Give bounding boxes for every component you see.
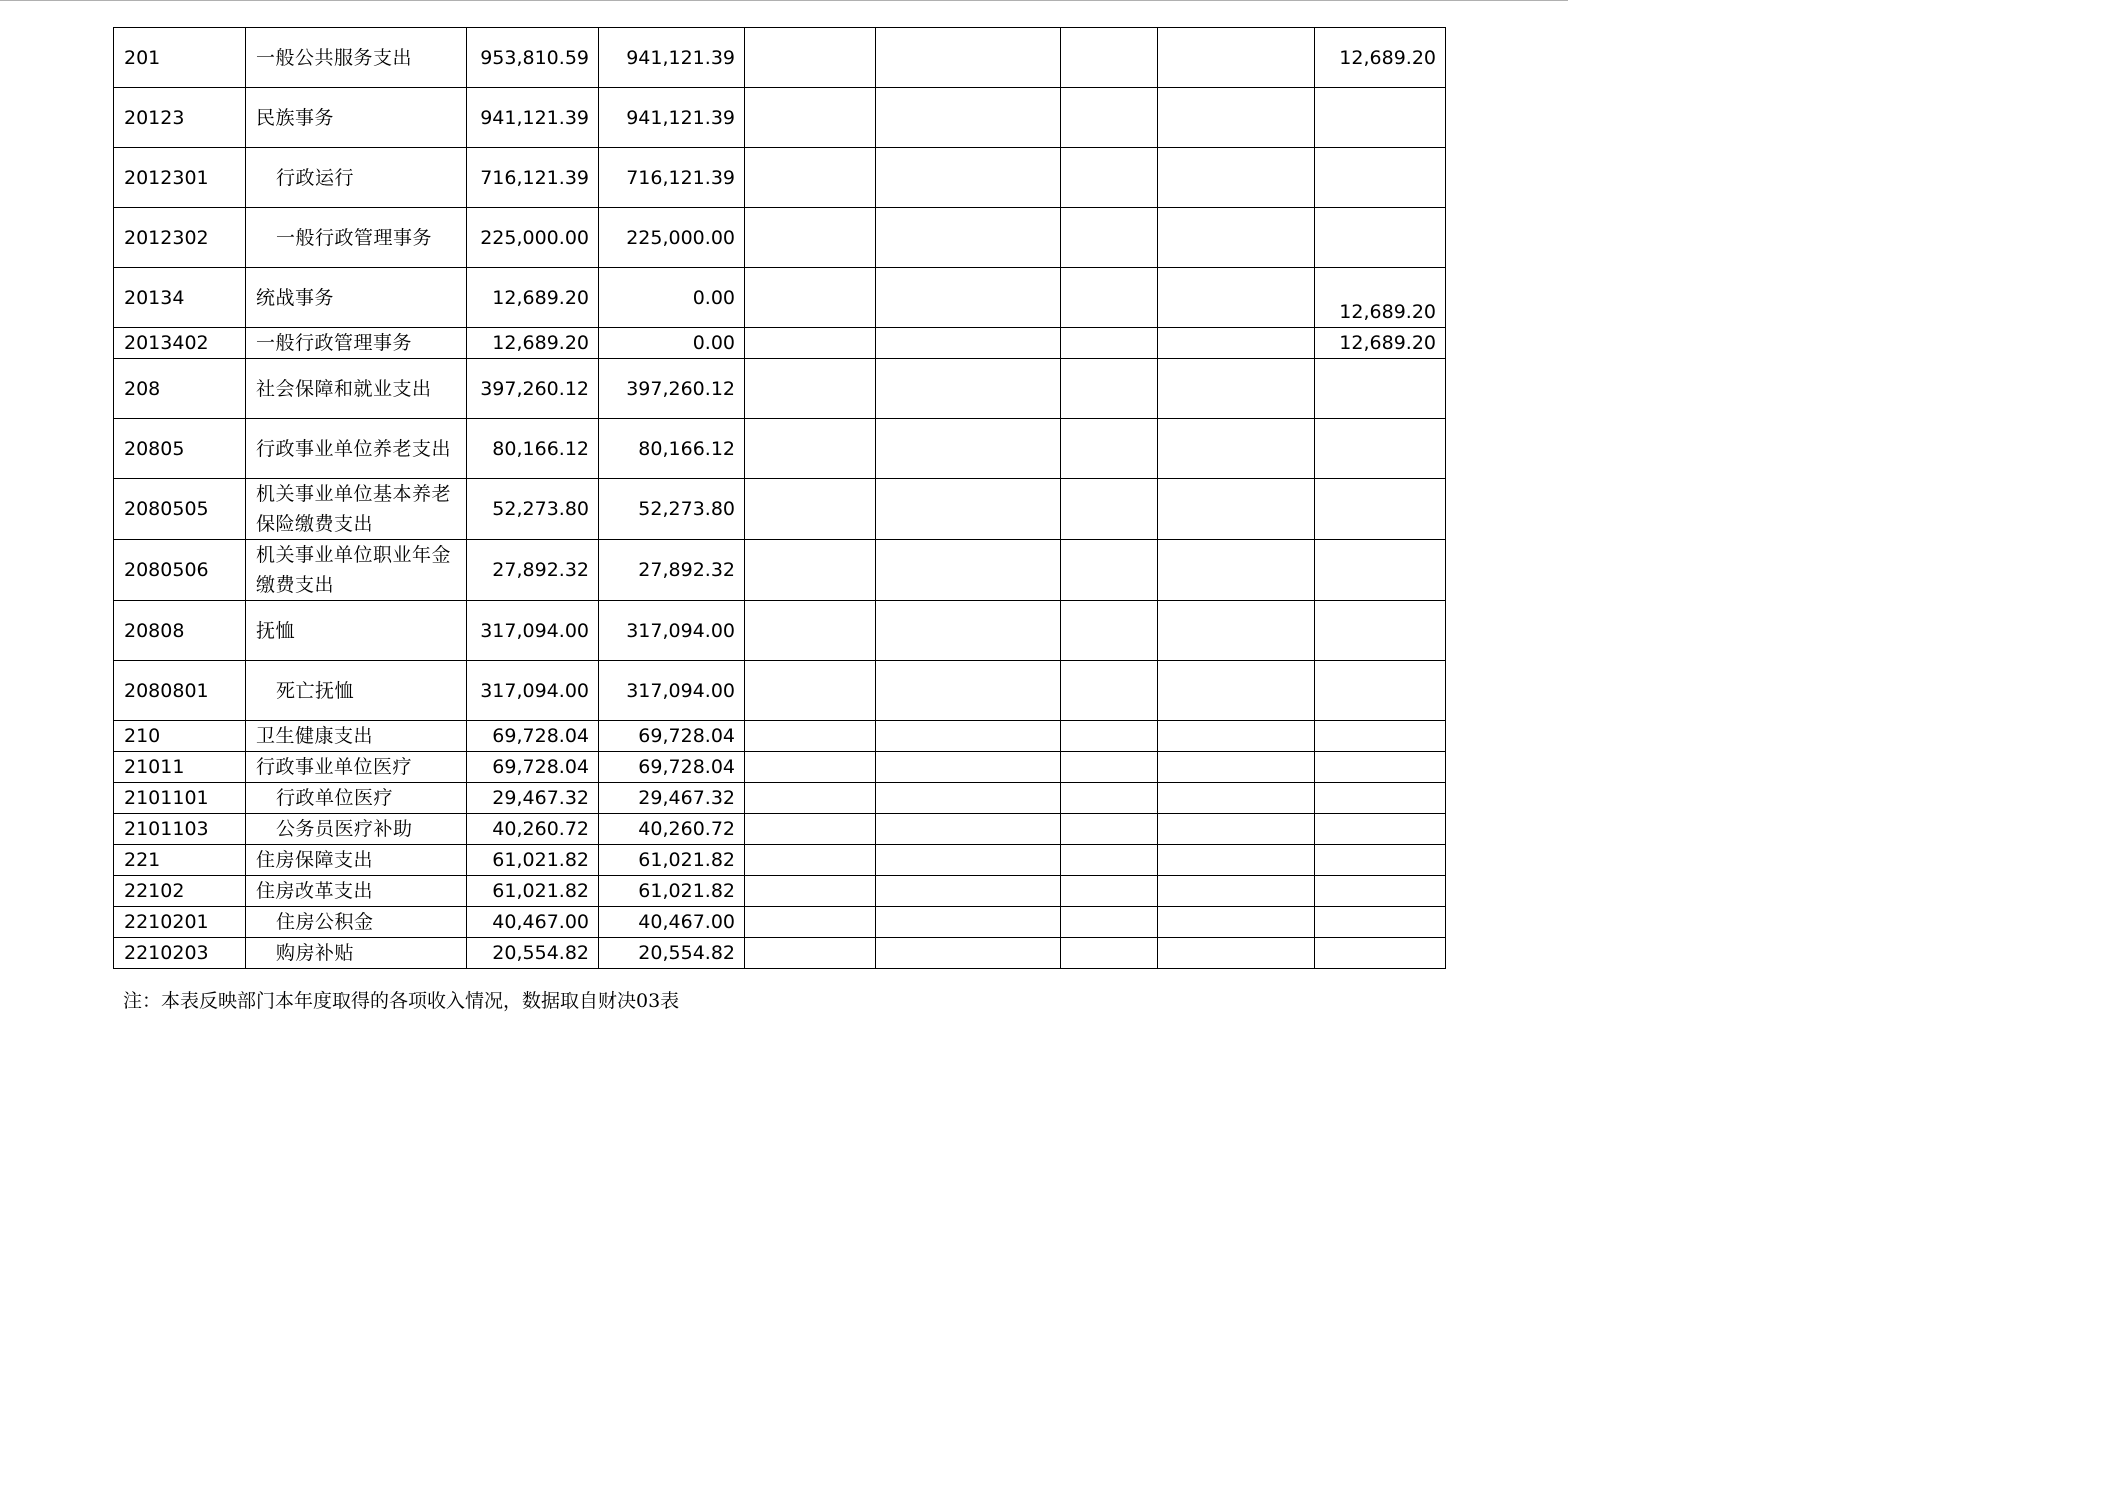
other-amount-cell: 12,689.20 xyxy=(1315,328,1446,359)
total-amount-cell: 953,810.59 xyxy=(467,28,599,88)
other-amount-cell xyxy=(1315,601,1446,661)
empty-cell xyxy=(1061,845,1158,876)
empty-cell xyxy=(745,479,876,540)
table-row xyxy=(114,88,1446,148)
table-row xyxy=(114,148,1446,208)
table-row xyxy=(114,601,1446,661)
empty-cell xyxy=(745,721,876,752)
table-row xyxy=(114,268,1446,328)
total-amount-cell: 61,021.82 xyxy=(467,876,599,907)
empty-cell xyxy=(1061,479,1158,540)
empty-cell xyxy=(1158,661,1315,721)
subject-name-cell: 住房改革支出 xyxy=(246,876,467,907)
basic-expenditure-cell: 225,000.00 xyxy=(599,208,745,268)
empty-cell xyxy=(876,938,1061,969)
subject-code-cell: 2101101 xyxy=(114,783,246,814)
table-row xyxy=(114,876,1446,907)
empty-cell xyxy=(1158,540,1315,601)
basic-expenditure-cell: 40,260.72 xyxy=(599,814,745,845)
total-amount-cell: 80,166.12 xyxy=(467,419,599,479)
empty-cell xyxy=(876,328,1061,359)
empty-cell xyxy=(1061,540,1158,601)
total-amount-cell: 20,554.82 xyxy=(467,938,599,969)
subject-code-cell: 22102 xyxy=(114,876,246,907)
empty-cell xyxy=(1158,876,1315,907)
empty-cell xyxy=(1061,721,1158,752)
subject-name-cell: 一般行政管理事务 xyxy=(246,328,467,359)
empty-cell xyxy=(876,268,1061,328)
empty-cell xyxy=(1158,907,1315,938)
empty-cell xyxy=(1158,845,1315,876)
empty-cell xyxy=(1158,88,1315,148)
subject-name-cell: 行政单位医疗 xyxy=(246,783,467,814)
basic-expenditure-cell: 397,260.12 xyxy=(599,359,745,419)
subject-name-cell: 机关事业单位基本养老保险缴费支出 xyxy=(246,479,467,540)
basic-expenditure-cell: 716,121.39 xyxy=(599,148,745,208)
empty-cell xyxy=(876,28,1061,88)
other-amount-cell xyxy=(1315,876,1446,907)
empty-cell xyxy=(1061,328,1158,359)
empty-cell xyxy=(876,148,1061,208)
empty-cell xyxy=(745,359,876,419)
basic-expenditure-cell: 69,728.04 xyxy=(599,721,745,752)
subject-code-cell: 221 xyxy=(114,845,246,876)
table-row xyxy=(114,721,1446,752)
subject-name-cell: 抚恤 xyxy=(246,601,467,661)
subject-code-cell: 21011 xyxy=(114,752,246,783)
empty-cell xyxy=(745,540,876,601)
empty-cell xyxy=(745,419,876,479)
total-amount-cell: 317,094.00 xyxy=(467,661,599,721)
table-row xyxy=(114,845,1446,876)
table-row xyxy=(114,28,1446,88)
other-amount-cell xyxy=(1315,208,1446,268)
empty-cell xyxy=(1061,814,1158,845)
other-amount-cell xyxy=(1315,661,1446,721)
empty-cell xyxy=(1158,814,1315,845)
basic-expenditure-cell: 61,021.82 xyxy=(599,876,745,907)
empty-cell xyxy=(876,876,1061,907)
empty-cell xyxy=(876,601,1061,661)
subject-code-cell: 20134 xyxy=(114,268,246,328)
other-amount-cell xyxy=(1315,148,1446,208)
other-amount-cell xyxy=(1315,721,1446,752)
empty-cell xyxy=(1061,601,1158,661)
page-top-border xyxy=(0,0,1568,1)
subject-code-cell: 2210201 xyxy=(114,907,246,938)
empty-cell xyxy=(1061,148,1158,208)
other-amount-cell xyxy=(1315,845,1446,876)
subject-name-cell: 死亡抚恤 xyxy=(246,661,467,721)
other-amount-cell xyxy=(1315,814,1446,845)
empty-cell xyxy=(1061,28,1158,88)
basic-expenditure-cell: 40,467.00 xyxy=(599,907,745,938)
empty-cell xyxy=(745,876,876,907)
subject-code-cell: 2080505 xyxy=(114,479,246,540)
empty-cell xyxy=(1158,359,1315,419)
subject-name-cell: 公务员医疗补助 xyxy=(246,814,467,845)
empty-cell xyxy=(876,208,1061,268)
other-amount-cell xyxy=(1315,88,1446,148)
total-amount-cell: 225,000.00 xyxy=(467,208,599,268)
subject-name-cell: 统战事务 xyxy=(246,268,467,328)
empty-cell xyxy=(1061,359,1158,419)
total-amount-cell: 941,121.39 xyxy=(467,88,599,148)
subject-name-cell: 行政运行 xyxy=(246,148,467,208)
total-amount-cell: 716,121.39 xyxy=(467,148,599,208)
empty-cell xyxy=(876,845,1061,876)
empty-cell xyxy=(745,783,876,814)
basic-expenditure-cell: 0.00 xyxy=(599,268,745,328)
subject-code-cell: 2013402 xyxy=(114,328,246,359)
table-row xyxy=(114,419,1446,479)
subject-code-cell: 208 xyxy=(114,359,246,419)
subject-code-cell: 2012301 xyxy=(114,148,246,208)
total-amount-cell: 12,689.20 xyxy=(467,328,599,359)
empty-cell xyxy=(876,661,1061,721)
subject-name-cell: 社会保障和就业支出 xyxy=(246,359,467,419)
empty-cell xyxy=(745,148,876,208)
empty-cell xyxy=(1061,752,1158,783)
empty-cell xyxy=(876,540,1061,601)
basic-expenditure-cell: 317,094.00 xyxy=(599,661,745,721)
other-amount-cell xyxy=(1315,752,1446,783)
empty-cell xyxy=(745,661,876,721)
total-amount-cell: 29,467.32 xyxy=(467,783,599,814)
empty-cell xyxy=(1158,148,1315,208)
total-amount-cell: 61,021.82 xyxy=(467,845,599,876)
other-amount-cell: 12,689.20 xyxy=(1315,28,1446,88)
table-row xyxy=(114,479,1446,540)
subject-name-cell: 行政事业单位养老支出 xyxy=(246,419,467,479)
table-row xyxy=(114,752,1446,783)
empty-cell xyxy=(745,845,876,876)
empty-cell xyxy=(876,359,1061,419)
other-amount-cell: 12,689.20 xyxy=(1315,268,1446,328)
table-row xyxy=(114,359,1446,419)
total-amount-cell: 27,892.32 xyxy=(467,540,599,601)
basic-expenditure-cell: 941,121.39 xyxy=(599,28,745,88)
other-amount-cell xyxy=(1315,479,1446,540)
subject-code-cell: 2080801 xyxy=(114,661,246,721)
empty-cell xyxy=(1158,268,1315,328)
subject-code-cell: 201 xyxy=(114,28,246,88)
other-amount-cell xyxy=(1315,938,1446,969)
basic-expenditure-cell: 941,121.39 xyxy=(599,88,745,148)
empty-cell xyxy=(876,88,1061,148)
empty-cell xyxy=(1061,876,1158,907)
basic-expenditure-cell: 80,166.12 xyxy=(599,419,745,479)
empty-cell xyxy=(745,601,876,661)
basic-expenditure-cell: 27,892.32 xyxy=(599,540,745,601)
table-row xyxy=(114,814,1446,845)
empty-cell xyxy=(745,814,876,845)
empty-cell xyxy=(876,721,1061,752)
subject-code-cell: 2210203 xyxy=(114,938,246,969)
table-row xyxy=(114,208,1446,268)
empty-cell xyxy=(1158,938,1315,969)
empty-cell xyxy=(1061,783,1158,814)
basic-expenditure-cell: 69,728.04 xyxy=(599,752,745,783)
empty-cell xyxy=(1061,938,1158,969)
subject-name-cell: 卫生健康支出 xyxy=(246,721,467,752)
empty-cell xyxy=(745,328,876,359)
subject-name-cell: 民族事务 xyxy=(246,88,467,148)
empty-cell xyxy=(876,814,1061,845)
empty-cell xyxy=(1158,479,1315,540)
table-row xyxy=(114,661,1446,721)
empty-cell xyxy=(1061,661,1158,721)
empty-cell xyxy=(876,783,1061,814)
total-amount-cell: 40,260.72 xyxy=(467,814,599,845)
empty-cell xyxy=(1061,907,1158,938)
empty-cell xyxy=(1158,208,1315,268)
basic-expenditure-cell: 61,021.82 xyxy=(599,845,745,876)
other-amount-cell xyxy=(1315,783,1446,814)
empty-cell xyxy=(1158,28,1315,88)
total-amount-cell: 69,728.04 xyxy=(467,752,599,783)
empty-cell xyxy=(745,752,876,783)
table-row xyxy=(114,783,1446,814)
subject-code-cell: 2080506 xyxy=(114,540,246,601)
empty-cell xyxy=(745,938,876,969)
other-amount-cell xyxy=(1315,907,1446,938)
empty-cell xyxy=(1061,419,1158,479)
table-row xyxy=(114,328,1446,359)
empty-cell xyxy=(745,208,876,268)
basic-expenditure-cell: 20,554.82 xyxy=(599,938,745,969)
subject-code-cell: 210 xyxy=(114,721,246,752)
total-amount-cell: 52,273.80 xyxy=(467,479,599,540)
empty-cell xyxy=(745,268,876,328)
subject-code-cell: 2012302 xyxy=(114,208,246,268)
income-table xyxy=(113,27,1446,969)
basic-expenditure-cell: 0.00 xyxy=(599,328,745,359)
subject-name-cell: 购房补贴 xyxy=(246,938,467,969)
empty-cell xyxy=(1061,268,1158,328)
total-amount-cell: 317,094.00 xyxy=(467,601,599,661)
subject-name-cell: 一般行政管理事务 xyxy=(246,208,467,268)
empty-cell xyxy=(876,907,1061,938)
other-amount-cell xyxy=(1315,359,1446,419)
empty-cell xyxy=(1158,752,1315,783)
empty-cell xyxy=(745,28,876,88)
empty-cell xyxy=(1158,601,1315,661)
basic-expenditure-cell: 29,467.32 xyxy=(599,783,745,814)
subject-code-cell: 20805 xyxy=(114,419,246,479)
table-row xyxy=(114,938,1446,969)
basic-expenditure-cell: 317,094.00 xyxy=(599,601,745,661)
empty-cell xyxy=(1061,208,1158,268)
subject-code-cell: 20123 xyxy=(114,88,246,148)
total-amount-cell: 40,467.00 xyxy=(467,907,599,938)
other-amount-cell xyxy=(1315,540,1446,601)
subject-name-cell: 住房保障支出 xyxy=(246,845,467,876)
total-amount-cell: 69,728.04 xyxy=(467,721,599,752)
empty-cell xyxy=(745,88,876,148)
table-row xyxy=(114,907,1446,938)
table-footnote: 注：本表反映部门本年度取得的各项收入情况，数据取自财决03表 xyxy=(123,990,680,1012)
empty-cell xyxy=(876,419,1061,479)
subject-name-cell: 机关事业单位职业年金缴费支出 xyxy=(246,540,467,601)
empty-cell xyxy=(876,479,1061,540)
basic-expenditure-cell: 52,273.80 xyxy=(599,479,745,540)
table-row xyxy=(114,540,1446,601)
subject-code-cell: 20808 xyxy=(114,601,246,661)
empty-cell xyxy=(745,907,876,938)
empty-cell xyxy=(876,752,1061,783)
subject-name-cell: 行政事业单位医疗 xyxy=(246,752,467,783)
other-amount-cell xyxy=(1315,419,1446,479)
subject-name-cell: 一般公共服务支出 xyxy=(246,28,467,88)
total-amount-cell: 397,260.12 xyxy=(467,359,599,419)
empty-cell xyxy=(1158,419,1315,479)
subject-name-cell: 住房公积金 xyxy=(246,907,467,938)
total-amount-cell: 12,689.20 xyxy=(467,268,599,328)
empty-cell xyxy=(1158,721,1315,752)
empty-cell xyxy=(1061,88,1158,148)
empty-cell xyxy=(1158,783,1315,814)
empty-cell xyxy=(1158,328,1315,359)
subject-code-cell: 2101103 xyxy=(114,814,246,845)
